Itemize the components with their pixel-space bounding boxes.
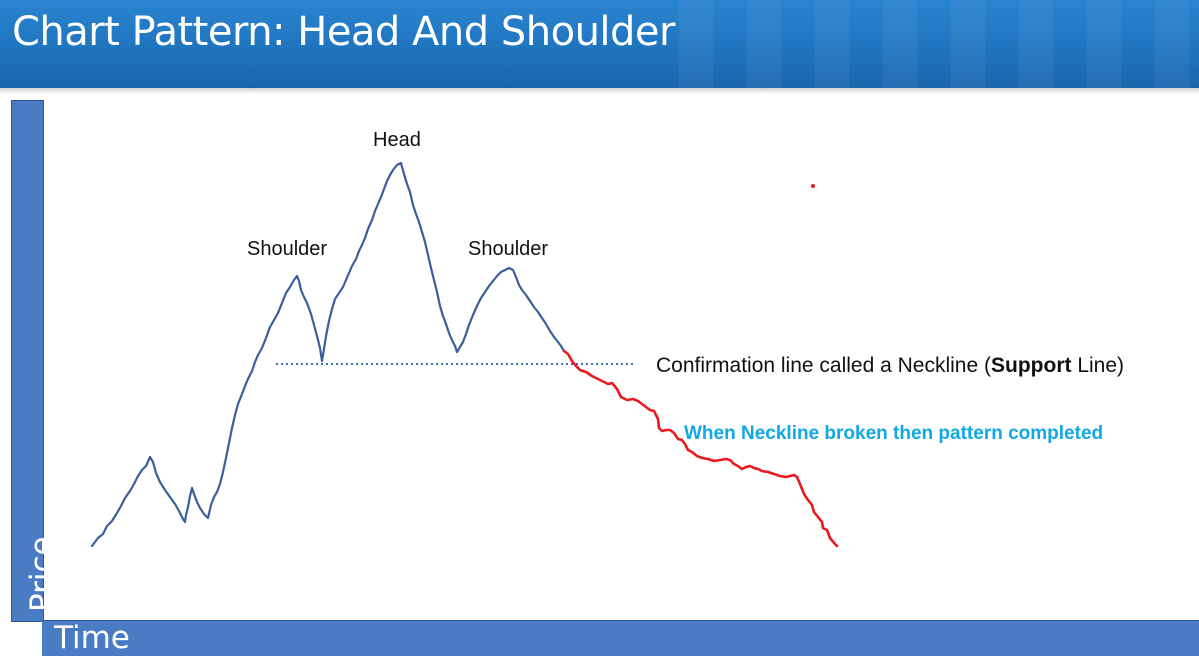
stray-red-dot (811, 184, 815, 188)
left-shoulder-label: Shoulder (247, 238, 328, 260)
time-axis-label: Time (54, 620, 130, 656)
breakdown-line (564, 351, 837, 546)
price-line (92, 163, 564, 546)
head-label: Head (373, 129, 421, 151)
right-shoulder-label: Shoulder (468, 238, 549, 260)
completion-note: When Neckline broken then pattern completed (684, 423, 1104, 444)
neckline-label (656, 353, 1124, 379)
neckline-label-bold: Support (991, 354, 1072, 377)
neckline-label-suffix: Line) (1071, 354, 1125, 377)
neckline-label-prefix: Confirmation line called a Neckline ( (656, 354, 991, 377)
slide-title: Chart Pattern: Head And Shoulder (12, 9, 675, 55)
price-axis-label: Price (24, 536, 60, 612)
